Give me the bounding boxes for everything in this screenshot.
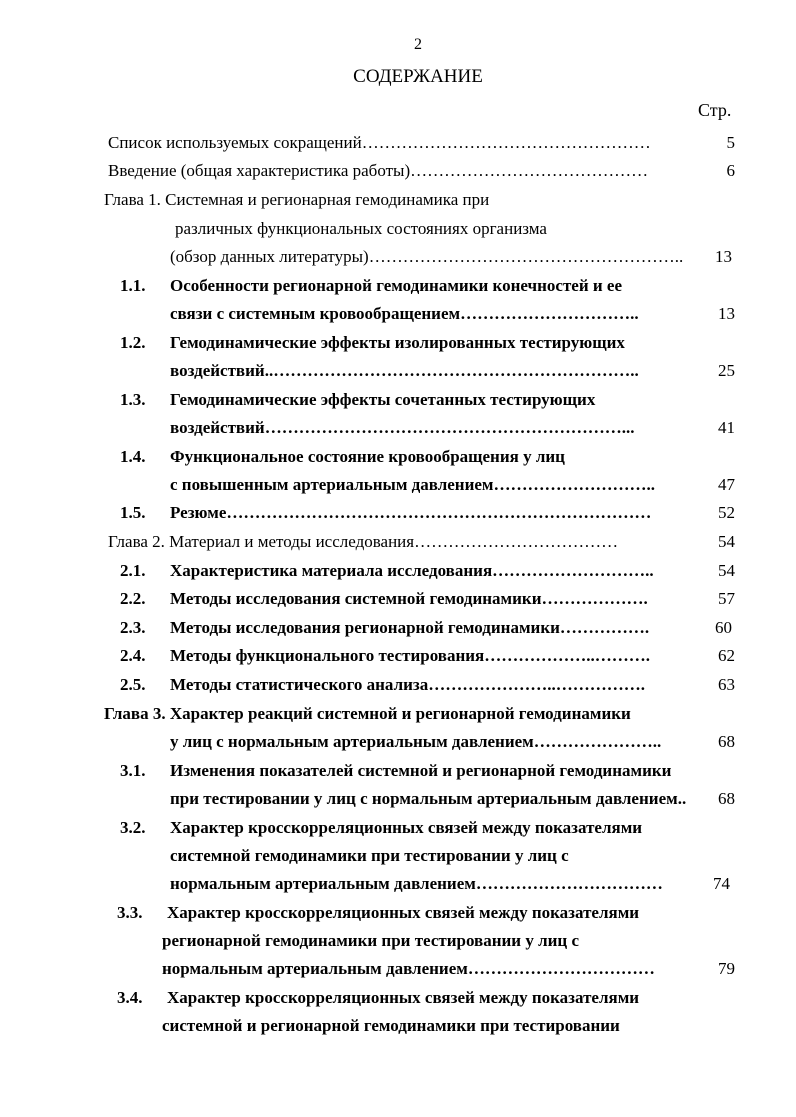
toc-section-number: 3.4. [117,988,143,1007]
toc-entry-page: 60 [715,618,732,637]
toc-entry-text[interactable]: Список используемых сокращений…………………………………………… [108,133,651,152]
page-title: СОДЕРЖАНИЕ [353,66,483,87]
toc-section-number: 2.4. [120,646,146,665]
toc-entry-text[interactable]: Функциональное состояние кровообращения у лиц [170,447,565,466]
toc-entry-page: 62 [718,646,735,665]
toc-entry-text[interactable]: Методы функционального тестирования………………..………. [170,646,651,665]
toc-entry-text[interactable]: системной и регионарной гемодинамики при тестировании [162,1016,620,1035]
toc-entry-page: 79 [718,959,735,978]
toc-entry-page: 52 [718,503,735,522]
toc-section-number: 1.1. [120,276,146,295]
toc-entry-page: 63 [718,675,735,694]
toc-section-number: 2.1. [120,561,146,580]
toc-section-number: 1.4. [120,447,146,466]
toc-entry-page: 6 [726,161,735,180]
toc-entry-text[interactable]: Введение (общая характеристика работы)…………………………………… [108,161,649,180]
toc-section-number: 1.5. [120,503,146,522]
toc-entry-text[interactable]: у лиц с нормальным артериальным давлением………………….. [170,732,662,751]
toc-entry-text[interactable]: связи с системным кровообращением………………………….. [170,304,639,323]
toc-entry-page: 57 [718,589,735,608]
toc-chapter-heading[interactable]: Глава 2. Материал и методы исследования……………………………… [108,532,619,551]
toc-entry-page: 13 [715,247,732,266]
toc-entry-page: 68 [718,732,735,751]
toc-entry-text[interactable]: различных функциональных состояниях организма [175,219,547,238]
toc-entry-text[interactable]: с повышенным артериальным давлением……………………….. [170,475,656,494]
page-column-header: Стр. [698,100,732,120]
toc-entry-page: 41 [718,418,735,437]
toc-entry-text[interactable]: Гемодинамические эффекты сочетанных тестирующих [170,390,596,409]
toc-entry-text[interactable]: Изменения показателей системной и регионарной гемодинамики [170,761,672,780]
toc-entry-page: 47 [718,475,735,494]
toc-entry-page: 74 [713,874,730,893]
toc-entry-text[interactable]: Методы статистического анализа…………………..……………. [170,675,645,694]
toc-section-number: 3.1. [120,761,146,780]
toc-entry-text[interactable]: Характеристика материала исследования……………………….. [170,561,654,580]
toc-entry-text[interactable]: при тестировании у лиц с нормальным артериальным давлением.. [170,789,687,808]
toc-entry-page: 68 [718,789,735,808]
toc-entry-page: 5 [726,133,735,152]
toc-section-number: 3.3. [117,903,143,922]
toc-chapter-heading[interactable]: Глава 3. Характер реакций системной и регионарной гемодинамики [104,704,631,723]
toc-section-number: 1.2. [120,333,146,352]
page-number: 2 [414,36,422,53]
toc-entry-text[interactable]: Характер кросскорреляционных связей между показателями [167,903,640,922]
toc-entry-text[interactable]: системной гемодинамики при тестировании у лиц с [170,846,569,865]
toc-entry-page: 54 [718,561,735,580]
toc-entry-page: 54 [718,532,735,551]
toc-section-number: 2.3. [120,618,146,637]
toc-entry-text[interactable]: нормальным артериальным давлением…………………………… [162,959,655,978]
toc-entry-text[interactable]: воздействий………………………………………………………... [170,418,635,437]
toc-entry-text[interactable]: Особенности регионарной гемодинамики конечностей и ее [170,276,623,295]
toc-entry-page: 13 [718,304,735,323]
toc-section-number: 2.5. [120,675,146,694]
toc-entry-text[interactable]: нормальным артериальным давлением…………………………… [170,874,663,893]
toc-entry-text[interactable]: Методы исследования системной гемодинамики………………. [170,589,648,608]
toc-section-number: 1.3. [120,390,146,409]
toc-entry-text[interactable]: воздействий..……………………………………………………….. [170,361,639,380]
toc-entry-text[interactable]: Резюме………………………………………………………………… [170,503,652,522]
toc-chapter-heading[interactable]: Глава 1. Системная и регионарная гемодинамика при [104,190,490,209]
toc-entry-text[interactable]: Методы исследования регионарной гемодинамики……………. [170,618,650,637]
toc-entry-text[interactable]: Гемодинамические эффекты изолированных тестирующих [170,333,625,352]
toc-entry-text[interactable]: регионарной гемодинамики при тестировании у лиц с [162,931,580,950]
toc-section-number: 3.2. [120,818,146,837]
toc-entry-page: 25 [718,361,735,380]
toc-entry-text[interactable]: (обзор данных литературы)……………………………………………….. [170,247,684,266]
toc-entry-text[interactable]: Характер кросскорреляционных связей между показателями [170,818,643,837]
toc-entry-text[interactable]: Характер кросскорреляционных связей между показателями [167,988,640,1007]
toc-section-number: 2.2. [120,589,146,608]
